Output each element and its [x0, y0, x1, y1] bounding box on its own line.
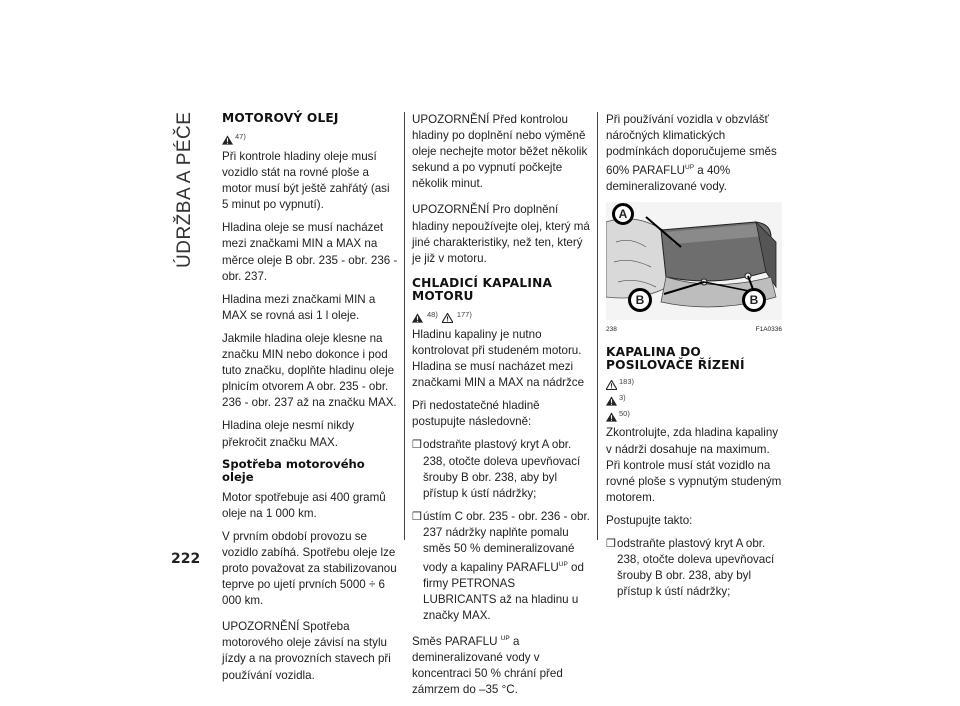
paragraph	[606, 112, 782, 195]
warning-references	[412, 307, 590, 323]
warning-ref-number: 48)	[427, 309, 438, 319]
figure-label-a: A	[612, 203, 634, 225]
warning-icon	[606, 396, 617, 406]
list-item-text: odstraňte plastový kryt A obr. 238, otočte doleva upevňovací šrouby B obr. 238, aby byl přístup k ústí nádržky;	[617, 536, 775, 599]
subheading-oil-consumption: Spotřeba motorového oleje	[222, 456, 365, 484]
paragraph: UPOZORNĚNÍ Před kontrolou hladiny po doplnění nebo výměně oleje nechejte motor běžet několik sekund a po vypnutí počkejte několik minut.	[412, 113, 588, 191]
column-1	[222, 112, 398, 691]
warning-icon	[222, 135, 233, 145]
warning-ref-number: 47)	[235, 131, 246, 141]
paragraph: UPOZORNĚNÍ Spotřeba motorového oleje závisí na stylu jízdy a na provozních stavech při používání vozidla.	[222, 620, 391, 682]
caution-icon	[442, 313, 453, 323]
list-item-text-part: ústím C obr. 235 - obr. 236 - obr. 237 nádržky naplňte pomalu směs 50 % demineralizované vody a kapaliny PARAFLU	[423, 509, 590, 574]
paragraph-part: a 40% demineralizované vody.	[606, 164, 731, 194]
section-heading-engine-oil: MOTOROVÝ OLEJ	[222, 111, 339, 125]
paragraph: Při nedostatečné hladině postupujte následovně:	[412, 399, 540, 429]
bullet-checkbox-icon: ❒	[606, 537, 616, 550]
caution-icon	[606, 380, 617, 390]
list-item	[606, 536, 782, 600]
warning-icon	[606, 412, 617, 422]
paragraph: Hladina mezi značkami MIN a MAX se rovná asi 1 l oleje.	[222, 292, 376, 322]
paragraph	[412, 631, 590, 698]
paragraph: Hladina oleje se musí nacházet mezi značkami MIN a MAX na měrce oleje B obr. 235 - obr. 236 - obr. 237.	[222, 221, 398, 283]
section-heading-coolant: CHLADICÍ KAPALINA MOTORU	[412, 275, 553, 303]
paragraph: Hladinu kapaliny je nutno kontrolovat při studeném motoru. Hladina se musí nacházet mezi značkami MIN a MAX na nádržce	[412, 327, 585, 390]
section-heading-power-steering-fluid: KAPALINA DO POSILOVAČE ŘÍZENÍ	[606, 345, 745, 373]
column-3	[606, 112, 782, 607]
caution-ref-number: 183)	[619, 377, 635, 387]
superscript: UP	[558, 561, 568, 569]
paragraph: Při kontrole hladiny oleje musí vozidlo stát na rovné ploše a motor musí být ještě zahřátý (asi 5 minut po vypnutí).	[222, 150, 390, 212]
figure-number: 238	[606, 326, 617, 334]
warning-reference	[222, 129, 398, 145]
paragraph-part: a demineralizované vody v koncentraci 50 % chrání před zámrzem do –35 °C.	[412, 635, 563, 697]
list-item-text	[423, 509, 590, 625]
column-divider-1	[404, 112, 405, 540]
list-item-text: odstraňte plastový kryt A obr. 238, otočte doleva upevňovací šrouby B obr. 238, aby byl přístup k ústí nádržky;	[423, 438, 581, 500]
paragraph: Hladina oleje nesmí nikdy překročit značku MAX.	[222, 419, 355, 449]
figure-caption	[606, 322, 782, 338]
figure-label-b-right: B	[742, 288, 766, 312]
paragraph-part: Při používání vozidla v obzvlášť náročných klimatických podmínkách doporučujeme směs 60% PARAFLU	[606, 113, 777, 178]
figure-238	[606, 202, 782, 320]
caution-ref-number: 177)	[456, 309, 472, 319]
paragraph: Postupujte takto:	[606, 513, 693, 527]
superscript: UP	[685, 164, 695, 172]
warning-icon	[412, 313, 423, 323]
warning-ref-number: 50)	[619, 409, 630, 419]
bullet-checkbox-icon: ❒	[412, 510, 422, 523]
list-item	[412, 509, 590, 625]
paragraph: UPOZORNĚNÍ Pro doplnění hladiny nepoužívejte olej, který má jiné charakteristiky, než ten, který je již v motoru.	[412, 203, 590, 265]
warning-ref-number: 3)	[619, 393, 626, 403]
warning-reference	[606, 376, 782, 390]
paragraph: Motor spotřebuje asi 400 gramů oleje na 1 000 km.	[222, 490, 386, 520]
bullet-checkbox-icon: ❒	[412, 439, 422, 452]
paragraph: Jakmile hladina oleje klesne na značku MIN nebo dokonce i pod tuto značku, doplňte hladinu oleje plnicím otvorem A obr. 235 - obr. 236 - obr. 237 až na značku MAX.	[222, 331, 397, 410]
warning-reference	[606, 392, 782, 406]
warning-reference	[606, 408, 782, 422]
paragraph: V prvním období provozu se vozidlo zabíhá. Spotřebu oleje lze proto považovat za stabilizovanou teprve po ujetí prvních 5000 ÷ 6 000 km.	[222, 529, 397, 608]
list-item-text-part: od firmy PETRONAS LUBRICANTS až na hladinu u značky MAX.	[423, 560, 584, 623]
paragraph: Zkontrolujte, zda hladina kapaliny v nádrži dosahuje na maximum. Při kontrole musí stát vozidlo na rovné ploše s vypnutým studeným motorem.	[606, 426, 782, 504]
paragraph-part: Směs PARAFLU	[412, 635, 501, 649]
figure-label-b-left: B	[628, 288, 652, 312]
column-2	[412, 112, 590, 706]
list-item	[412, 437, 590, 501]
column-divider-2	[597, 112, 598, 540]
figure-code: F1A0336	[755, 326, 782, 334]
chapter-side-title: ÚDRŽBA A PÉČE	[174, 111, 195, 268]
superscript: UP	[500, 635, 510, 643]
page-number: 222	[171, 551, 201, 567]
